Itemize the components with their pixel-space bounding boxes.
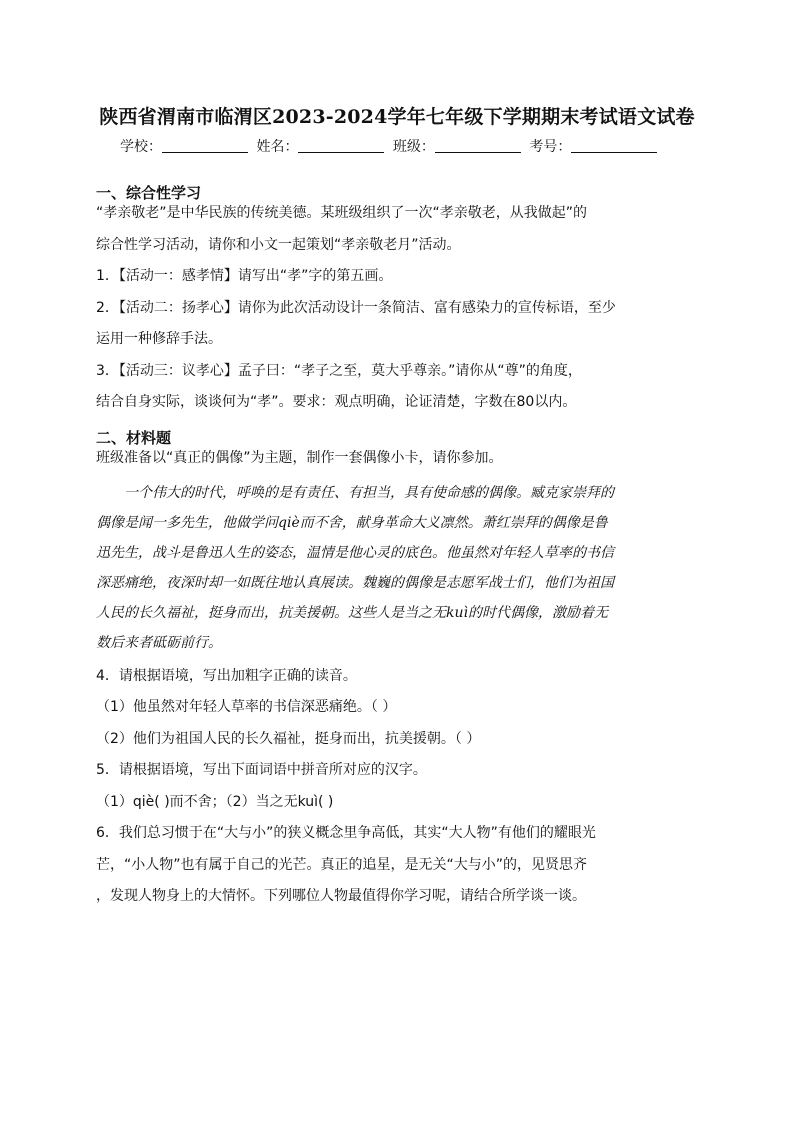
question-5: 5．请根据语境，写出下面词语中拼音所对应的汉字。 <box>96 762 427 778</box>
section2-intro: 班级准备以“真正的偶像”为主题，制作一套偶像小卡，请你参加。 <box>96 450 503 466</box>
school-blank[interactable] <box>162 138 248 153</box>
section1-intro-line2: 综合性学习活动，请你和小文一起策划“孝亲敬老月”活动。 <box>96 237 461 253</box>
question-4-part2: （2）他们为祖国人民的长久福祉，挺身而出，抗美援朝。（ ） <box>96 731 481 747</box>
question-3-line2: 结合自身实际，谈谈何为“孝”。要求：观点明确，论证清楚，字数在80以内。 <box>96 394 577 410</box>
question-5-parts: （1）qiè( )而不舍；（2）当之无kuì( ) <box>96 794 334 810</box>
question-4-part1: （1）他虽然对年轻人草率的书信深恶痛绝。（ ） <box>96 699 397 715</box>
section1-heading: 一、综合性学习 <box>96 184 202 202</box>
question-3-line1: 3．【活动三：议孝心】孟子曰：“孝子之至，莫大乎尊亲。”请你从“尊”的角度， <box>96 363 582 379</box>
section2-heading: 二、材料题 <box>96 429 172 447</box>
passage-line: 偶像是闻一多先生，他做学问qiè而不舍，献身革命大义凛然。萧红崇拜的偶像是鲁 <box>96 515 608 531</box>
school-label: 学校： <box>120 139 162 155</box>
passage-line: 迅先生，战斗是鲁迅人生的姿态，温情是他心灵的底色。他虽然对年轻人草率的书信 <box>96 545 614 561</box>
question-2-line1: 2．【活动二：扬孝心】请你为此次活动设计一条简洁、富有感染力的宣传标语，至少 <box>96 300 616 316</box>
student-info-line <box>120 136 680 156</box>
section1-intro-line1: “孝亲敬老”是中华民族的传统美德。某班级组织了一次“孝亲敬老，从我做起”的 <box>96 205 588 221</box>
passage-line: 人民的长久福祉，挺身而出，抗美援朝。这些人是当之无kuì的时代偶像，激励着无 <box>96 605 608 621</box>
question-4: 4．请根据语境，写出加粗字正确的读音。 <box>96 668 357 684</box>
question-2-line2: 运用一种修辞手法。 <box>96 331 222 347</box>
number-blank[interactable] <box>571 138 657 153</box>
question-6-line3: ，发现人物身上的大情怀。下列哪位人物最值得你学习呢，请结合所学谈一谈。 <box>96 888 586 904</box>
question-6-line2: 芒，“小人物”也有属于自己的光芒。真正的追星，是无关“大与小”的，见贤思齐 <box>96 857 588 873</box>
passage-line: 数后来者砥砺前行。 <box>96 635 222 651</box>
question-6-line1: 6．我们总习惯于在“大与小”的狭义概念里争高低，其实“大人物”有他们的耀眼光 <box>96 825 596 841</box>
question-1: 1．【活动一：感孝情】请写出“孝”字的第五画。 <box>96 268 393 284</box>
exam-title: 陕西省渭南市临渭区2023-2024学年七年级下学期期末考试语文试卷 <box>99 106 695 128</box>
number-label: 考号： <box>529 139 572 155</box>
class-blank[interactable] <box>435 138 521 153</box>
class-label: 班级： <box>392 139 435 155</box>
name-blank[interactable] <box>298 138 384 153</box>
passage-line: 一个伟大的时代，呼唤的是有责任、有担当，具有使命感的偶像。臧克家崇拜的 <box>124 485 614 501</box>
name-label: 姓名： <box>256 139 299 155</box>
passage-line: 深恶痛绝，夜深时却一如既往地认真展读。魏巍的偶像是志愿军战士们，他们为祖国 <box>96 575 614 591</box>
